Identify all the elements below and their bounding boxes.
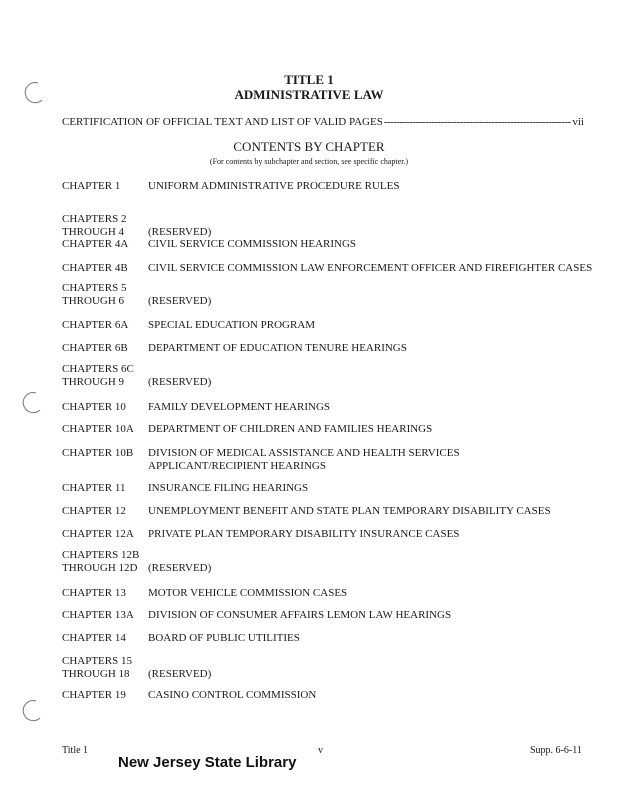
chapter-description: DEPARTMENT OF EDUCATION TENURE HEARINGS	[148, 342, 407, 354]
chapter-description: CASINO CONTROL COMMISSION	[148, 689, 317, 701]
chapter-number: CHAPTER 10B	[62, 447, 134, 459]
chapter-description: (RESERVED)	[148, 376, 212, 388]
chapter-number: CHAPTER 1	[62, 180, 121, 192]
chapter-number: CHAPTERS 5 THROUGH 6	[62, 282, 127, 307]
chapter-number: CHAPTER 10A	[62, 423, 134, 435]
chapter-description: DIVISION OF CONSUMER AFFAIRS LEMON LAW HEARINGS	[148, 609, 452, 621]
chapter-number: CHAPTER 12A	[62, 528, 134, 540]
chapter-description: DIVISION OF MEDICAL ASSISTANCE AND HEALTH SERVICES APPLICANT/RECIPIENT HEARINGS	[148, 447, 460, 472]
chapter-description: CIVIL SERVICE COMMISSION LAW ENFORCEMENT OFFICER AND FIREFIGHTER CASES	[148, 262, 593, 274]
chapter-number: CHAPTER 4B	[62, 262, 128, 274]
certification-page: vii	[572, 116, 584, 128]
chapter-description: INSURANCE FILING HEARINGS	[148, 482, 309, 494]
chapter-description: DEPARTMENT OF CHILDREN AND FAMILIES HEARINGS	[148, 423, 433, 435]
chapter-number: CHAPTER 10	[62, 401, 126, 413]
chapter-description: (RESERVED)	[148, 562, 212, 574]
chapter-number: CHAPTERS 2 THROUGH 4	[62, 213, 127, 238]
chapter-number: CHAPTER 13A	[62, 609, 134, 621]
chapter-number: CHAPTER 11	[62, 482, 126, 494]
chapter-number: CHAPTER 4A	[62, 238, 129, 250]
title-line-1: TITLE 1	[284, 72, 334, 87]
punch-hole-bottom	[20, 698, 44, 722]
footer-title: Title 1	[62, 745, 89, 756]
footer-supplement-date: Supp. 6-6-11	[530, 745, 582, 756]
chapter-number: CHAPTER 6A	[62, 319, 129, 331]
dot-leader	[384, 116, 572, 128]
chapter-number: CHAPTER 6B	[62, 342, 128, 354]
chapter-number: CHAPTERS 6C THROUGH 9	[62, 363, 134, 388]
chapter-description: BOARD OF PUBLIC UTILITIES	[148, 632, 300, 644]
library-stamp: New Jersey State Library	[118, 754, 297, 771]
chapter-number: CHAPTERS 15 THROUGH 18	[62, 655, 132, 680]
chapter-description: (RESERVED)	[148, 226, 212, 238]
chapter-description: UNIFORM ADMINISTRATIVE PROCEDURE RULES	[148, 180, 400, 192]
punch-hole-middle	[20, 390, 44, 414]
contents-note: (For contents by subchapter and section, see specific chapter.)	[209, 157, 409, 166]
chapter-description: SPECIAL EDUCATION PROGRAM	[148, 319, 316, 331]
chapter-description: CIVIL SERVICE COMMISSION HEARINGS	[148, 238, 357, 250]
certification-label: CERTIFICATION OF OFFICIAL TEXT AND LIST OF VALID PAGES	[62, 116, 383, 128]
chapter-description: (RESERVED)	[148, 668, 212, 680]
chapter-description: FAMILY DEVELOPMENT HEARINGS	[148, 401, 331, 413]
chapter-description: UNEMPLOYMENT BENEFIT AND STATE PLAN TEMPORARY DISABILITY CASES	[148, 505, 551, 517]
chapter-description: MOTOR VEHICLE COMMISSION CASES	[148, 587, 348, 599]
chapter-description: PRIVATE PLAN TEMPORARY DISABILITY INSURANCE CASES	[148, 528, 460, 540]
chapter-number: CHAPTER 12	[62, 505, 126, 517]
chapter-number: CHAPTER 14	[62, 632, 126, 644]
chapter-number: CHAPTERS 12B THROUGH 12D	[62, 549, 140, 574]
contents-heading: CONTENTS BY CHAPTER	[233, 139, 385, 154]
footer-page-number: v	[318, 745, 323, 756]
certification-entry[interactable]	[62, 116, 584, 128]
chapter-number: CHAPTER 19	[62, 689, 126, 701]
chapter-number: CHAPTER 13	[62, 587, 126, 599]
chapter-description: (RESERVED)	[148, 295, 212, 307]
title-line-2: ADMINISTRATIVE LAW	[234, 87, 384, 102]
